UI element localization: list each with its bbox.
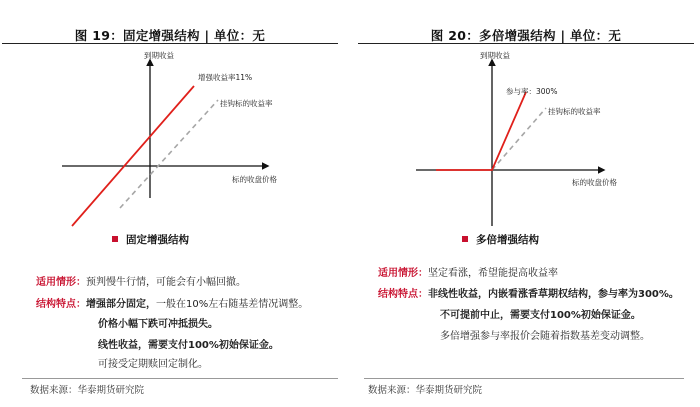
- enhanced-return-line: [436, 92, 526, 170]
- underlying-return-line: [492, 108, 546, 170]
- feature-row-2: 不可提前中止，需要支付100%初始保证金。: [440, 310, 641, 321]
- feature-row-3: 多倍增强参与率报价会随着指数基差变动调整。: [440, 331, 650, 342]
- enhanced-return-line: [72, 86, 194, 226]
- figure-19-title: 图 19：固定增强结构 | 单位：无: [74, 28, 266, 43]
- feature-row-2: 价格小幅下跌可冲抵损失。: [98, 319, 218, 330]
- bottom-divider: [22, 378, 338, 379]
- feature-row-3: 线性收益，需要支付100%初始保证金。: [98, 340, 279, 351]
- feature-row-1: 结构特点：非线性收益，内嵌看涨香草期权结构，参与率为300%。: [378, 289, 679, 300]
- applicable-case-row: 适用情形：坚定看涨，希望能提高收益率: [378, 268, 558, 279]
- participation-rate-label: 参与率：300%: [506, 87, 558, 96]
- legend-multiple-enhanced: 多倍增强结构: [462, 232, 539, 247]
- figure-19-panel: [0, 0, 340, 407]
- feature-row-1: 结构特点：增强部分固定，一般在10%左右随基差情况调整。: [36, 299, 309, 310]
- data-source: 数据来源：华泰期货研究院: [368, 385, 483, 396]
- legend-square-icon: [462, 236, 468, 242]
- enhanced-line-label: 增强收益率11%: [198, 73, 253, 82]
- x-axis-label: 标的收盘价格: [232, 175, 277, 184]
- legend-fixed-enhanced: 固定增强结构: [112, 232, 189, 247]
- legend-square-icon: [112, 236, 118, 242]
- underlying-line-label: 挂钩标的收益率: [220, 99, 273, 108]
- bottom-divider: [364, 378, 684, 379]
- title-divider: [2, 43, 338, 44]
- feature-row-4: 可接受定期赎回定制化。: [98, 359, 208, 370]
- y-axis-label: 到期收益: [480, 51, 510, 60]
- applicable-case-row: 适用情形：预判慢牛行情，可能会有小幅回撤。: [36, 277, 246, 288]
- title-divider: [358, 43, 694, 44]
- multiple-enhanced-payoff-chart: [356, 48, 696, 228]
- figure-20-panel: [356, 0, 696, 407]
- fixed-enhanced-payoff-chart: [0, 48, 340, 228]
- data-source: 数据来源：华泰期货研究院: [30, 385, 145, 396]
- figure-20-title: 图 20：多倍增强结构 | 单位：无: [430, 28, 622, 43]
- underlying-line-label: 挂钩标的收益率: [548, 107, 601, 116]
- x-axis-label: 标的收盘价格: [572, 178, 617, 187]
- y-axis-label: 到期收益: [144, 51, 174, 60]
